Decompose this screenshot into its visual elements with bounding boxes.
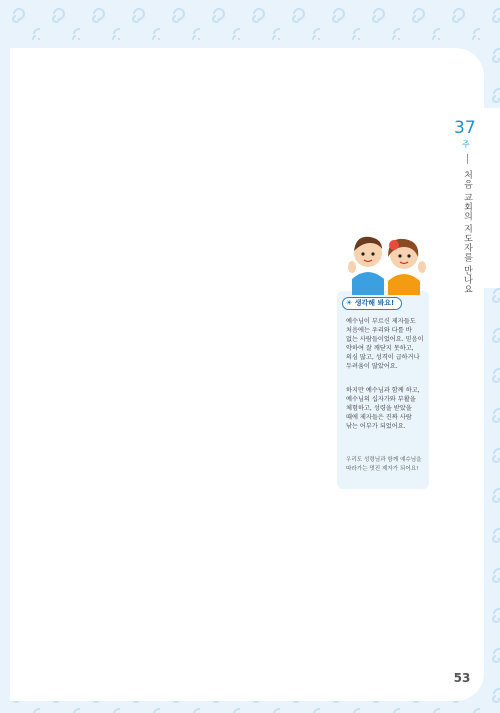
page-number: 53 [446, 662, 478, 694]
think-paragraph: 예수님이 부르신 제자들도 처음에는 우리와 다를 바 없는 사람들이었어요. 믿음이 약하여 잘 깨닫지 못하고, 의심 많고, 성격이 급하거나 두려움이 많았어요. [346, 318, 424, 370]
lightbulb-icon: ☀ [346, 299, 353, 307]
children-illustration [346, 227, 430, 295]
chapter-title: 처음 교회의 지도자를 만나요 [462, 170, 472, 295]
chapter-divider [467, 154, 468, 164]
chapter-suffix: 주 [462, 140, 470, 149]
think-tag-label: 생각해 봐요! [354, 299, 395, 307]
think-paragraph: 우리도 성령님과 함께 예수님을 따라가는 멋진 제자가 되어요! [346, 457, 422, 472]
think-tag [342, 297, 402, 310]
think-about-box [337, 291, 429, 489]
think-paragraph: 하지만 예수님과 함께 하고, 예수님의 십자가와 부활을 체험하고, 성령을 받았을 때에 제자들은 진짜 사람 낚는 어부가 되었어요. [346, 387, 420, 430]
chapter-number: 37 [454, 118, 476, 138]
